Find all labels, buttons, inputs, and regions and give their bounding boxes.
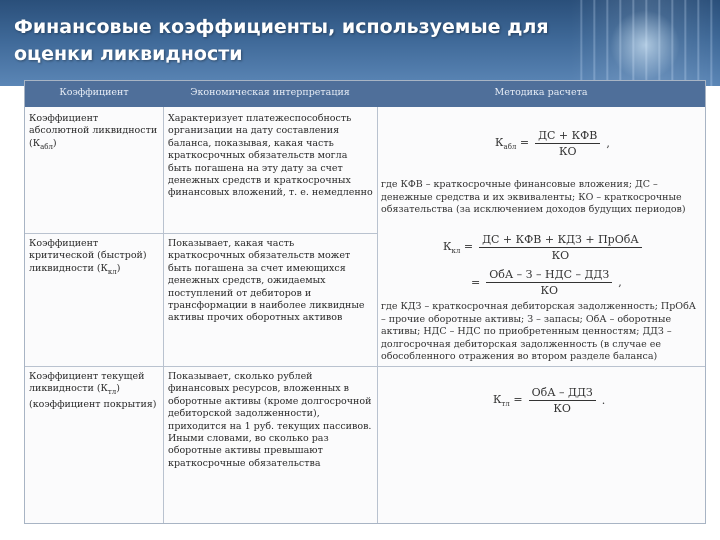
column-divider (163, 107, 164, 523)
formula-note: где КДЗ – краткосрочная дебиторская задолженность; ПрОбА – прочие оборотные активы; З – запасы; ОбА – оборотные активы; НДС – НДС по приобретенным ценностям; ДДЗ – долгосрочная дебиторская задолженность (в случае ее обособленного отражения во втором разделе баланса) (381, 301, 697, 363)
column-divider (377, 107, 378, 523)
slide-title: Финансовые коэффициенты, используемые для оценки ликвидности (14, 16, 549, 65)
ratios-table (24, 80, 706, 524)
ratio-interpretation: Показывает, сколько рублей финансовых ресурсов, вложенных в оборотные активы (кроме долгосрочной дебиторской задолженности), приходится на 1 руб. текущих пассивов. Иными словами, во сколько раз оборотные активы превышают краткосрочные обязательства (168, 371, 372, 469)
row-divider (25, 233, 377, 234)
table-header (25, 81, 705, 107)
ratio-formula: $К_{тл}$ = $\frac{\text{ОбА – ДДЗ}}{КО}$ . (493, 386, 606, 415)
ratio-name: Коэффициент текущей ликвидности $(К_{тл})$ (коэффициент покрытия) (29, 371, 157, 410)
ratio-name: Коэффициент критической (быстрой) ликвидности $(К_{кл})$ (29, 238, 147, 276)
ratio-interpretation: Показывает, какая часть краткосрочных обязательств может быть погашена за счет имеющихся денежных средств, ожидаемых поступлений от дебиторов и трансформации в наиболее ликвидные активы прочих оборотных активов (168, 238, 365, 324)
ratio-name: Коэффициент абсолютной ликвидности $(К_{абл})$ (29, 113, 158, 151)
header-ratio: Коэффициент (59, 87, 129, 98)
header-interpretation: Экономическая интерпретация (190, 87, 350, 98)
title-banner (0, 0, 720, 86)
formula-note: где КФВ – краткосрочные финансовые вложения; ДС – денежные средства и их эквиваленты; КО – краткосрочные обязательства (за исключением доходов будущих периодов) (381, 179, 686, 216)
header-method: Методика расчета (494, 87, 588, 98)
row-divider (25, 366, 705, 367)
ratio-formula: $К_{кл}$ = $\frac{\text{ДС + КФВ + КДЗ + ПрОбА}}{КО}$ (443, 233, 642, 262)
ratio-formula-alt: = $\frac{\text{ОбА – З – НДС – ДДЗ}}{КО}$ , (471, 268, 622, 297)
ratio-formula: $К_{абл}$ = $\frac{\text{ДС + КФВ}}{КО}$ , (495, 129, 610, 158)
ratio-interpretation: Характеризует платежеспособность организации на дату составления баланса, показывая, какая часть краткосрочных обязательств могла быть погашена на эту дату за счет денежных средств и краткосрочных финансовых вложений, т. е. немедленно (168, 113, 373, 199)
